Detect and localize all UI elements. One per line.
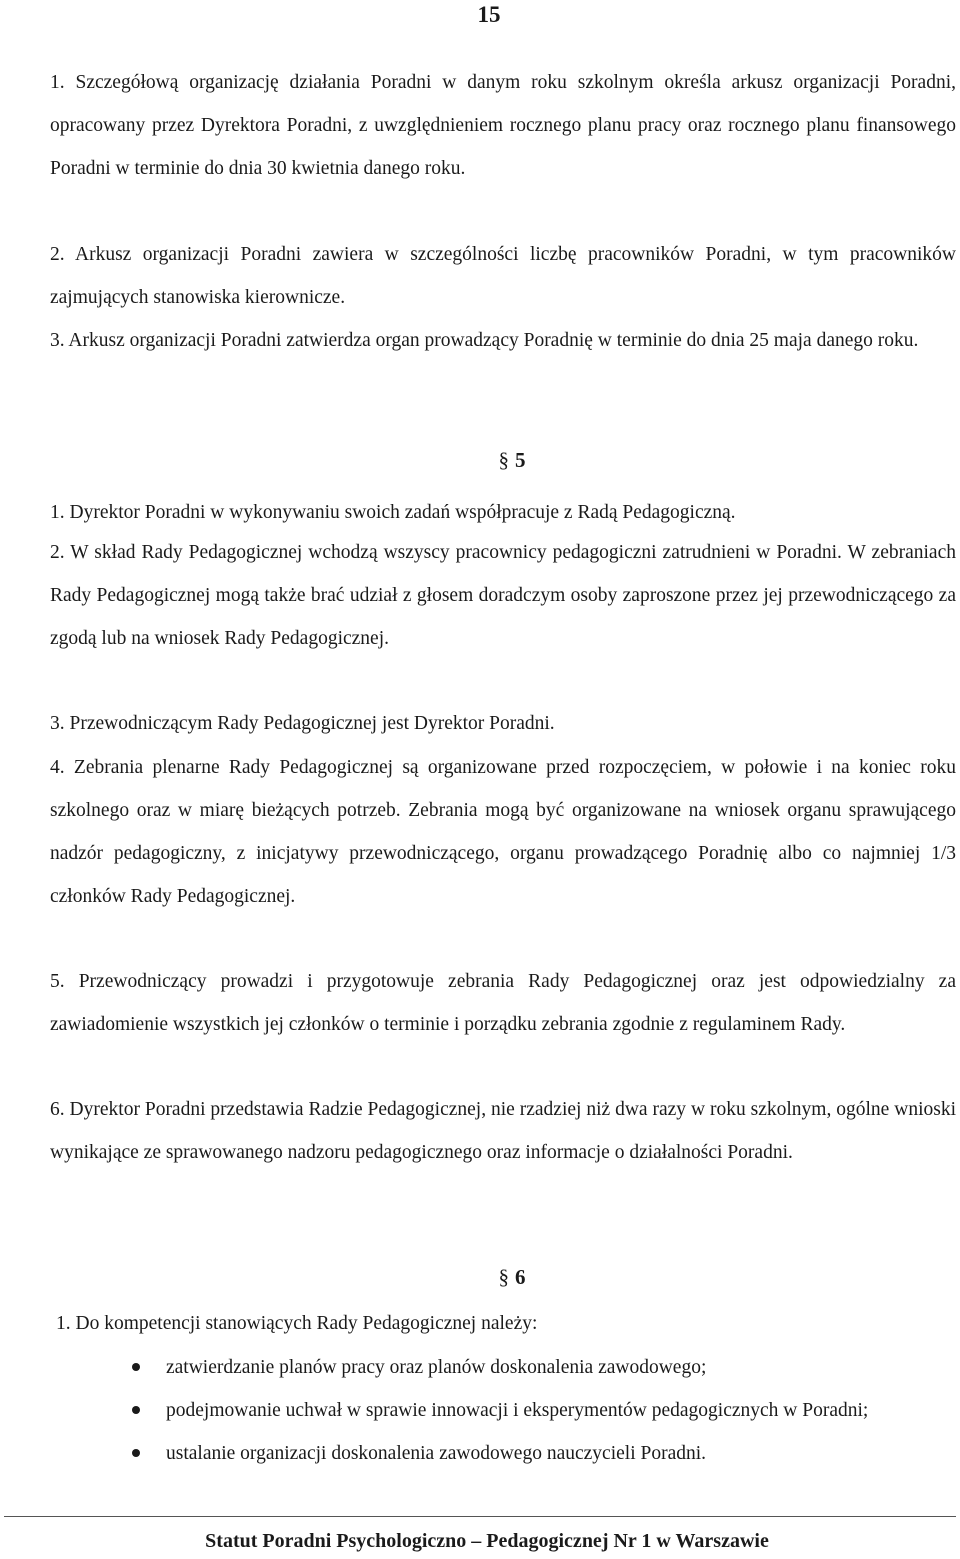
- bullet-text: podejmowanie uchwał w sprawie innowacji i eksperymentów pedagogicznych w Poradni;: [166, 1400, 869, 1421]
- section-5-item: 6. Dyrektor Poradni przedstawia Radzie Pedagogicznej, nie rzadziej niż dwa razy w roku szkolnym, ogólne wnioski wynikające ze sprawowanego nadzoru pedagogicznego oraz informacje o działalności Poradni.: [50, 1099, 956, 1163]
- paragraph-3: 3. Arkusz organizacji Poradni zatwierdza organ prowadzący Poradnię w terminie do dnia 25 maja danego roku.: [50, 330, 919, 351]
- page-number: 15: [477, 2, 501, 27]
- bullet-text: zatwierdzanie planów pracy oraz planów doskonalenia zawodowego;: [166, 1357, 707, 1378]
- section-number: 5: [515, 448, 526, 472]
- bullet-dot: [132, 1363, 140, 1371]
- bullet-list: [120, 1346, 960, 1475]
- section-5-item: 3. Przewodniczącym Rady Pedagogicznej jest Dyrektor Poradni.: [50, 713, 555, 734]
- section-6-heading: [0, 1265, 960, 1290]
- section-5-item: 2. W skład Rady Pedagogicznej wchodzą wszyscy pracownicy pedagogiczni zatrudnieni w Poradni. W zebraniach Rady Pedagogicznej mogą także brać udział z głosem doradczym osoby zaproszone przez jej przewodniczącego za zgodą lub na wniosek Rady Pedagogicznej.: [50, 542, 956, 649]
- footer-text: Statut Poradni Psychologiczno – Pedagogicznej Nr 1 w Warszawie: [205, 1530, 769, 1552]
- section-6-intro: 1. Do kompetencji stanowiących Rady Pedagogicznej należy:: [56, 1313, 538, 1334]
- bullet-item: [120, 1346, 960, 1389]
- bullet-dot: [132, 1449, 140, 1457]
- bullet-item: [120, 1432, 960, 1475]
- section-number: 6: [515, 1265, 526, 1289]
- bullet-dot: [132, 1406, 140, 1414]
- footer-rule: [4, 1516, 956, 1517]
- paragraph-2: 2. Arkusz organizacji Poradni zawiera w szczególności liczbę pracowników Poradni, w tym pracowników zajmujących stanowiska kierownicze.: [50, 244, 956, 308]
- section-5-heading: [0, 448, 960, 473]
- bullet-text: ustalanie organizacji doskonalenia zawodowego nauczycieli Poradni.: [166, 1443, 707, 1464]
- section-5-item: 1. Dyrektor Poradni w wykonywaniu swoich zadań współpracuje z Radą Pedagogiczną.: [50, 502, 736, 523]
- section-5-item: 5. Przewodniczący prowadzi i przygotowuje zebrania Rady Pedagogicznej oraz jest odpowiedzialny za zawiadomienie wszystkich jej członków o terminie i porządku zebrania zgodnie z regulaminem Rady.: [50, 971, 956, 1035]
- paragraph-1: 1. Szczegółową organizację działania Poradni w danym roku szkolnym określa arkusz organizacji Poradni, opracowany przez Dyrektora Poradni, z uwzględnieniem rocznego planu pracy oraz rocznego planu finansowego Poradni w terminie do dnia 30 kwietnia danego roku.: [50, 72, 956, 179]
- section-sign: §: [498, 448, 509, 472]
- bullet-item: [120, 1389, 960, 1432]
- section-5-item: 4. Zebrania plenarne Rady Pedagogicznej są organizowane przed rozpoczęciem, w połowie i na koniec roku szkolnego oraz w miarę bieżących potrzeb. Zebrania mogą być organizowane na wniosek organu sprawującego nadzór pedagogiczny, z inicjatywy przewodniczącego, organu prowadzącego Poradnię albo co najmniej 1/3 członków Rady Pedagogicznej.: [50, 757, 956, 907]
- section-sign: §: [498, 1265, 509, 1289]
